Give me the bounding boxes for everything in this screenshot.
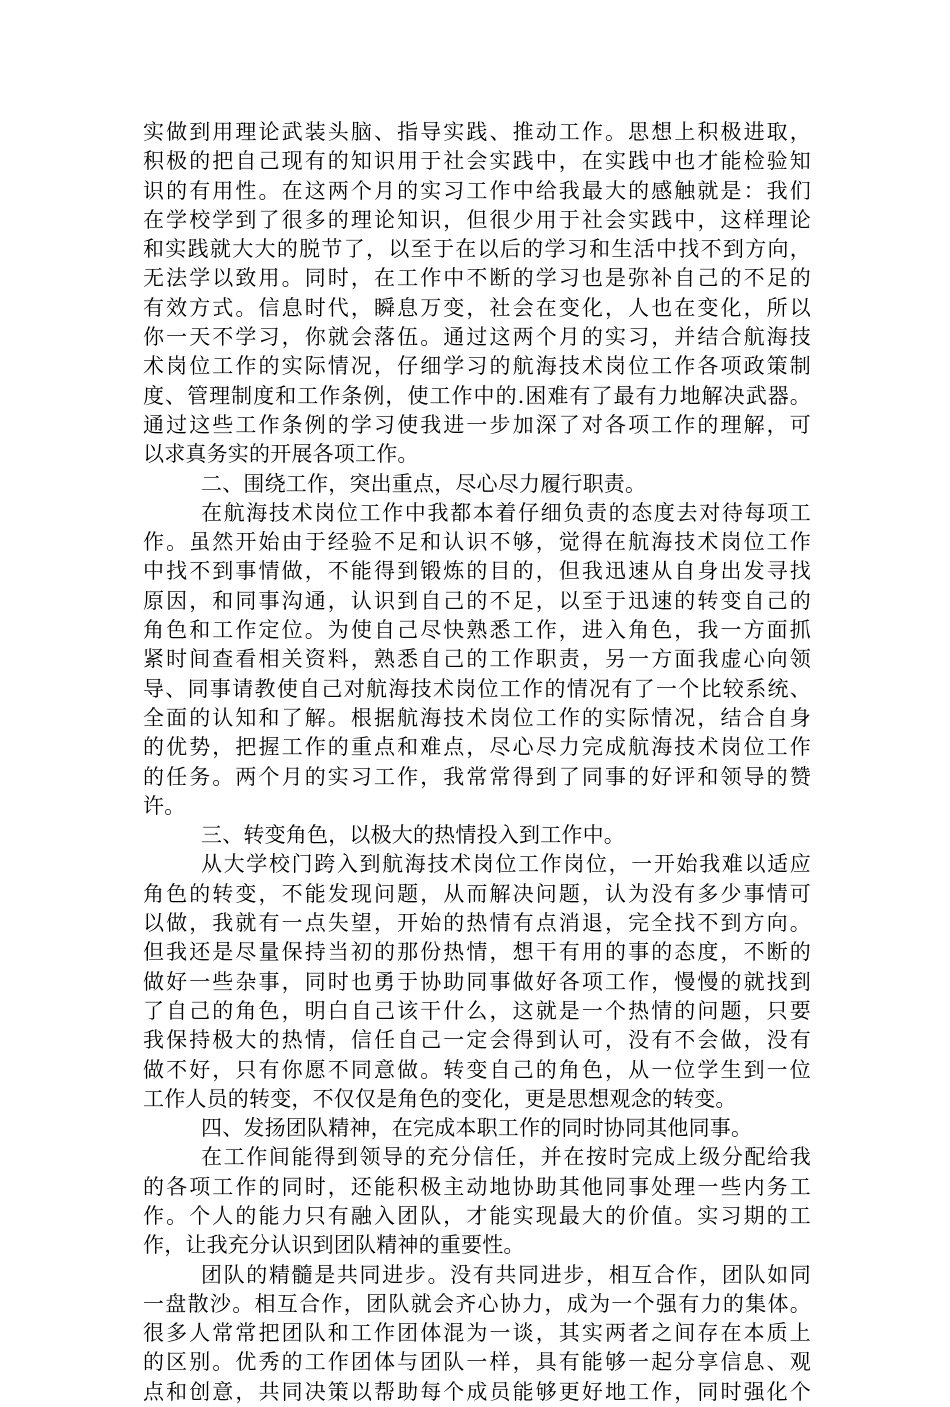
paragraph-first-line: 从大学校门跨入到航海技术岗位工作岗位，一开始我难以适应	[201, 852, 811, 877]
text-line: 角色和工作定位。为使自己尽快熟悉工作，进入角色，我一方面抓	[143, 618, 811, 643]
text-line: 实做到用理论武装头脑、指导实践、推动工作。思想上积极进取，	[143, 120, 811, 144]
paragraph-first-line: 在工作间能得到领导的充分信任，并在按时完成上级分配给我	[201, 1145, 811, 1170]
text-line: 但我还是尽量保持当初的那份热情，想干有用的事的态度，不断的	[143, 940, 811, 965]
paragraph-first-line: 团队的精髓是共同进步。没有共同进步，相互合作，团队如同	[201, 1262, 811, 1287]
text-line: 识的有用性。在这两个月的实习工作中给我最大的感触就是：我们	[143, 178, 811, 203]
text-line: 作，让我充分认识到团队精神的重要性。	[143, 1233, 525, 1258]
text-line: 的区别。优秀的工作团体与团队一样，具有能够一起分享信息、观	[143, 1350, 811, 1375]
text-line: 做不好，只有你愿不同意做。转变自己的角色，从一位学生到一位	[143, 1057, 811, 1082]
text-line: 作。虽然开始由于经验不足和认识不够，觉得在航海技术岗位工作	[143, 530, 811, 555]
text-line: 导、同事请教使自己对航海技术岗位工作的情况有了一个比较系统、	[143, 676, 811, 701]
text-line: 和实践就大大的脱节了，以至于在以后的学习和生活中找不到方向，	[143, 237, 811, 262]
text-line: 很多人常常把团队和工作团体混为一谈，其实两者之间存在本质上	[143, 1321, 811, 1346]
document-page	[143, 118, 811, 1407]
text-line: 的任务。两个月的实习工作，我常常得到了同事的好评和领导的赞	[143, 764, 811, 789]
text-line: 紧时间查看相关资料，熟悉自己的工作职责，另一方面我虚心向领	[143, 647, 811, 672]
text-line: 在学校学到了很多的理论知识，但很少用于社会实践中，这样理论	[143, 207, 811, 232]
text-line: 你一天不学习，你就会落伍。通过这两个月的实习，并结合航海技	[143, 325, 811, 350]
text-line: 的各项工作的同时，还能积极主动地协助其他同事处理一些内务工	[143, 1174, 811, 1199]
section-heading: 二、围绕工作，突出重点，尽心尽力履行职责。	[201, 471, 647, 496]
text-line: 无法学以致用。同时，在工作中不断的学习也是弥补自己的不足的	[143, 266, 811, 291]
text-line: 角色的转变，不能发现问题，从而解决问题，认为没有多少事情可	[143, 881, 811, 906]
text-line: 有效方式。信息时代，瞬息万变，社会在变化，人也在变化，所以	[143, 295, 811, 320]
text-line: 原因，和同事沟通，认识到自己的不足，以至于迅速的转变自己的	[143, 588, 811, 613]
text-line: 一盘散沙。相互合作，团队就会齐心协力，成为一个强有力的集体。	[143, 1291, 811, 1316]
text-line: 许。	[143, 793, 186, 818]
text-line: 了自己的角色，明白自己该干什么，这就是一个热情的问题，只要	[143, 998, 811, 1023]
text-line: 的优势，把握工作的重点和难点，尽心尽力完成航海技术岗位工作	[143, 735, 811, 760]
text-line: 我保持极大的热情，信任自己一定会得到认可，没有不会做，没有	[143, 1028, 811, 1053]
text-line: 度、管理制度和工作条例，使工作中的.困难有了最有力地解决武器。	[143, 383, 811, 408]
text-line: 术岗位工作的实际情况，仔细学习的航海技术岗位工作各项政策制	[143, 354, 811, 379]
text-line: 做好一些杂事，同时也勇于协助同事做好各项工作，慢慢的就找到	[143, 969, 811, 994]
paragraph-first-line: 在航海技术岗位工作中我都本着仔细负责的态度去对待每项工	[201, 500, 811, 525]
text-line: 作。个人的能力只有融入团队，才能实现最大的价值。实习期的工	[143, 1203, 811, 1228]
text-line: 工作人员的转变，不仅仅是角色的变化，更是思想观念的转变。	[143, 1086, 737, 1111]
section-heading: 三、转变角色，以极大的热情投入到工作中。	[201, 823, 625, 848]
text-line: 积极的把自己现有的知识用于社会实践中，在实践中也才能检验知	[143, 149, 811, 174]
text-line: 全面的认知和了解。根据航海技术岗位工作的实际情况，结合自身	[143, 705, 811, 730]
section-heading: 四、发扬团队精神，在完成本职工作的同时协同其他同事。	[201, 1116, 753, 1141]
text-line: 以求真务实的开展各项工作。	[143, 442, 419, 467]
text-line: 中找不到事情做，不能得到锻炼的目的，但我迅速从自身出发寻找	[143, 559, 811, 584]
text-line: 点和创意，共同决策以帮助每个成员能够更好地工作，同时强化个	[143, 1379, 811, 1404]
text-line: 通过这些工作条例的学习使我进一步加深了对各项工作的理解，可	[143, 412, 811, 437]
text-line: 以做，我就有一点失望，开始的热情有点消退，完全找不到方向。	[143, 911, 811, 936]
